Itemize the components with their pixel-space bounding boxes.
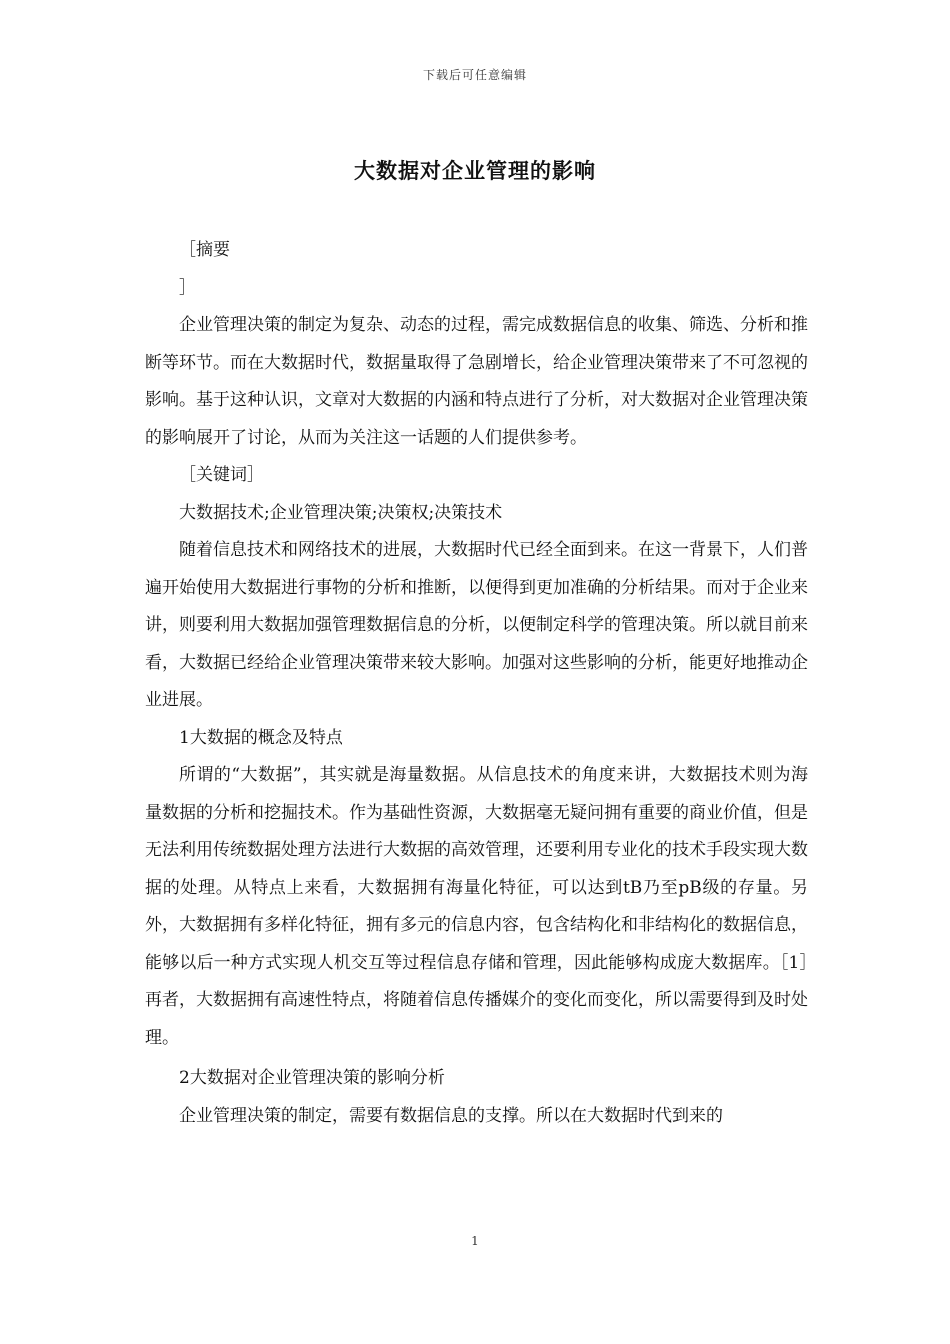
section-2-paragraph: 企业管理决策的制定，需要有数据信息的支撑。所以在大数据时代到来的 bbox=[179, 1105, 723, 1126]
page-number: 1 bbox=[471, 1234, 479, 1248]
page-header-note: 下载后可任意编辑 bbox=[422, 68, 527, 82]
document-body bbox=[145, 232, 808, 1135]
document-title: 大数据对企业管理的影响 bbox=[354, 158, 596, 183]
intro-paragraph: 随着信息技术和网络技术的进展，大数据时代已经全面到来。在这一背景下，人们普遍开始使用大数据进行事物的分析和推断，以便得到更加准确的分析结果。而对于企业来讲，则要利用大数据加强管理数据信息的分析，以便制定科学的管理决策。所以就目前来看，大数据已经给企业管理决策带来较大影响。加强对这些影响的分析，能更好地推动企业进展。 bbox=[145, 540, 808, 710]
keywords-list: 大数据技术;企业管理决策;决策权;决策技术 bbox=[179, 502, 503, 523]
keywords-label: ［关键词］ bbox=[179, 465, 264, 485]
section-1-paragraph: 所谓的“大数据”，其实就是海量数据。从信息技术的角度来讲，大数据技术则为海量数据的分析和挖掘技术。作为基础性资源，大数据毫无疑问拥有重要的商业价值，但是无法利用传统数据处理方法进行大数据的高效管理，还要利用专业化的技术手段实现大数据的处理。从特点上来看，大数据拥有海量化特征，可以达到tB乃至pB级的存量。另外，大数据拥有多样化特征，拥有多元的信息内容，包含结构化和非结构化的数据信息，能够以后一种方式实现人机交互等过程信息存储和管理，因此能够构成庞大数据库。［1］再者，大数据拥有高速性特点，将随着信息传播媒介的变化而变化，所以需要得到及时处理。 bbox=[145, 765, 808, 1048]
abstract-label-close: ］ bbox=[179, 277, 196, 298]
abstract-paragraph: 企业管理决策的制定为复杂、动态的过程，需完成数据信息的收集、筛选、分析和推断等环节。而在大数据时代，数据量取得了急剧增长，给企业管理决策带来了不可忽视的影响。基于这种认识，文章对大数据的内涵和特点进行了分析，对大数据对企业管理决策的影响展开了讨论，从而为关注这一话题的人们提供参考。 bbox=[145, 315, 808, 448]
section-1-heading: 1大数据的概念及特点 bbox=[179, 727, 343, 748]
abstract-label-open: ［摘要 bbox=[179, 240, 230, 260]
section-2-heading: 2大数据对企业管理决策的影响分析 bbox=[179, 1068, 445, 1088]
